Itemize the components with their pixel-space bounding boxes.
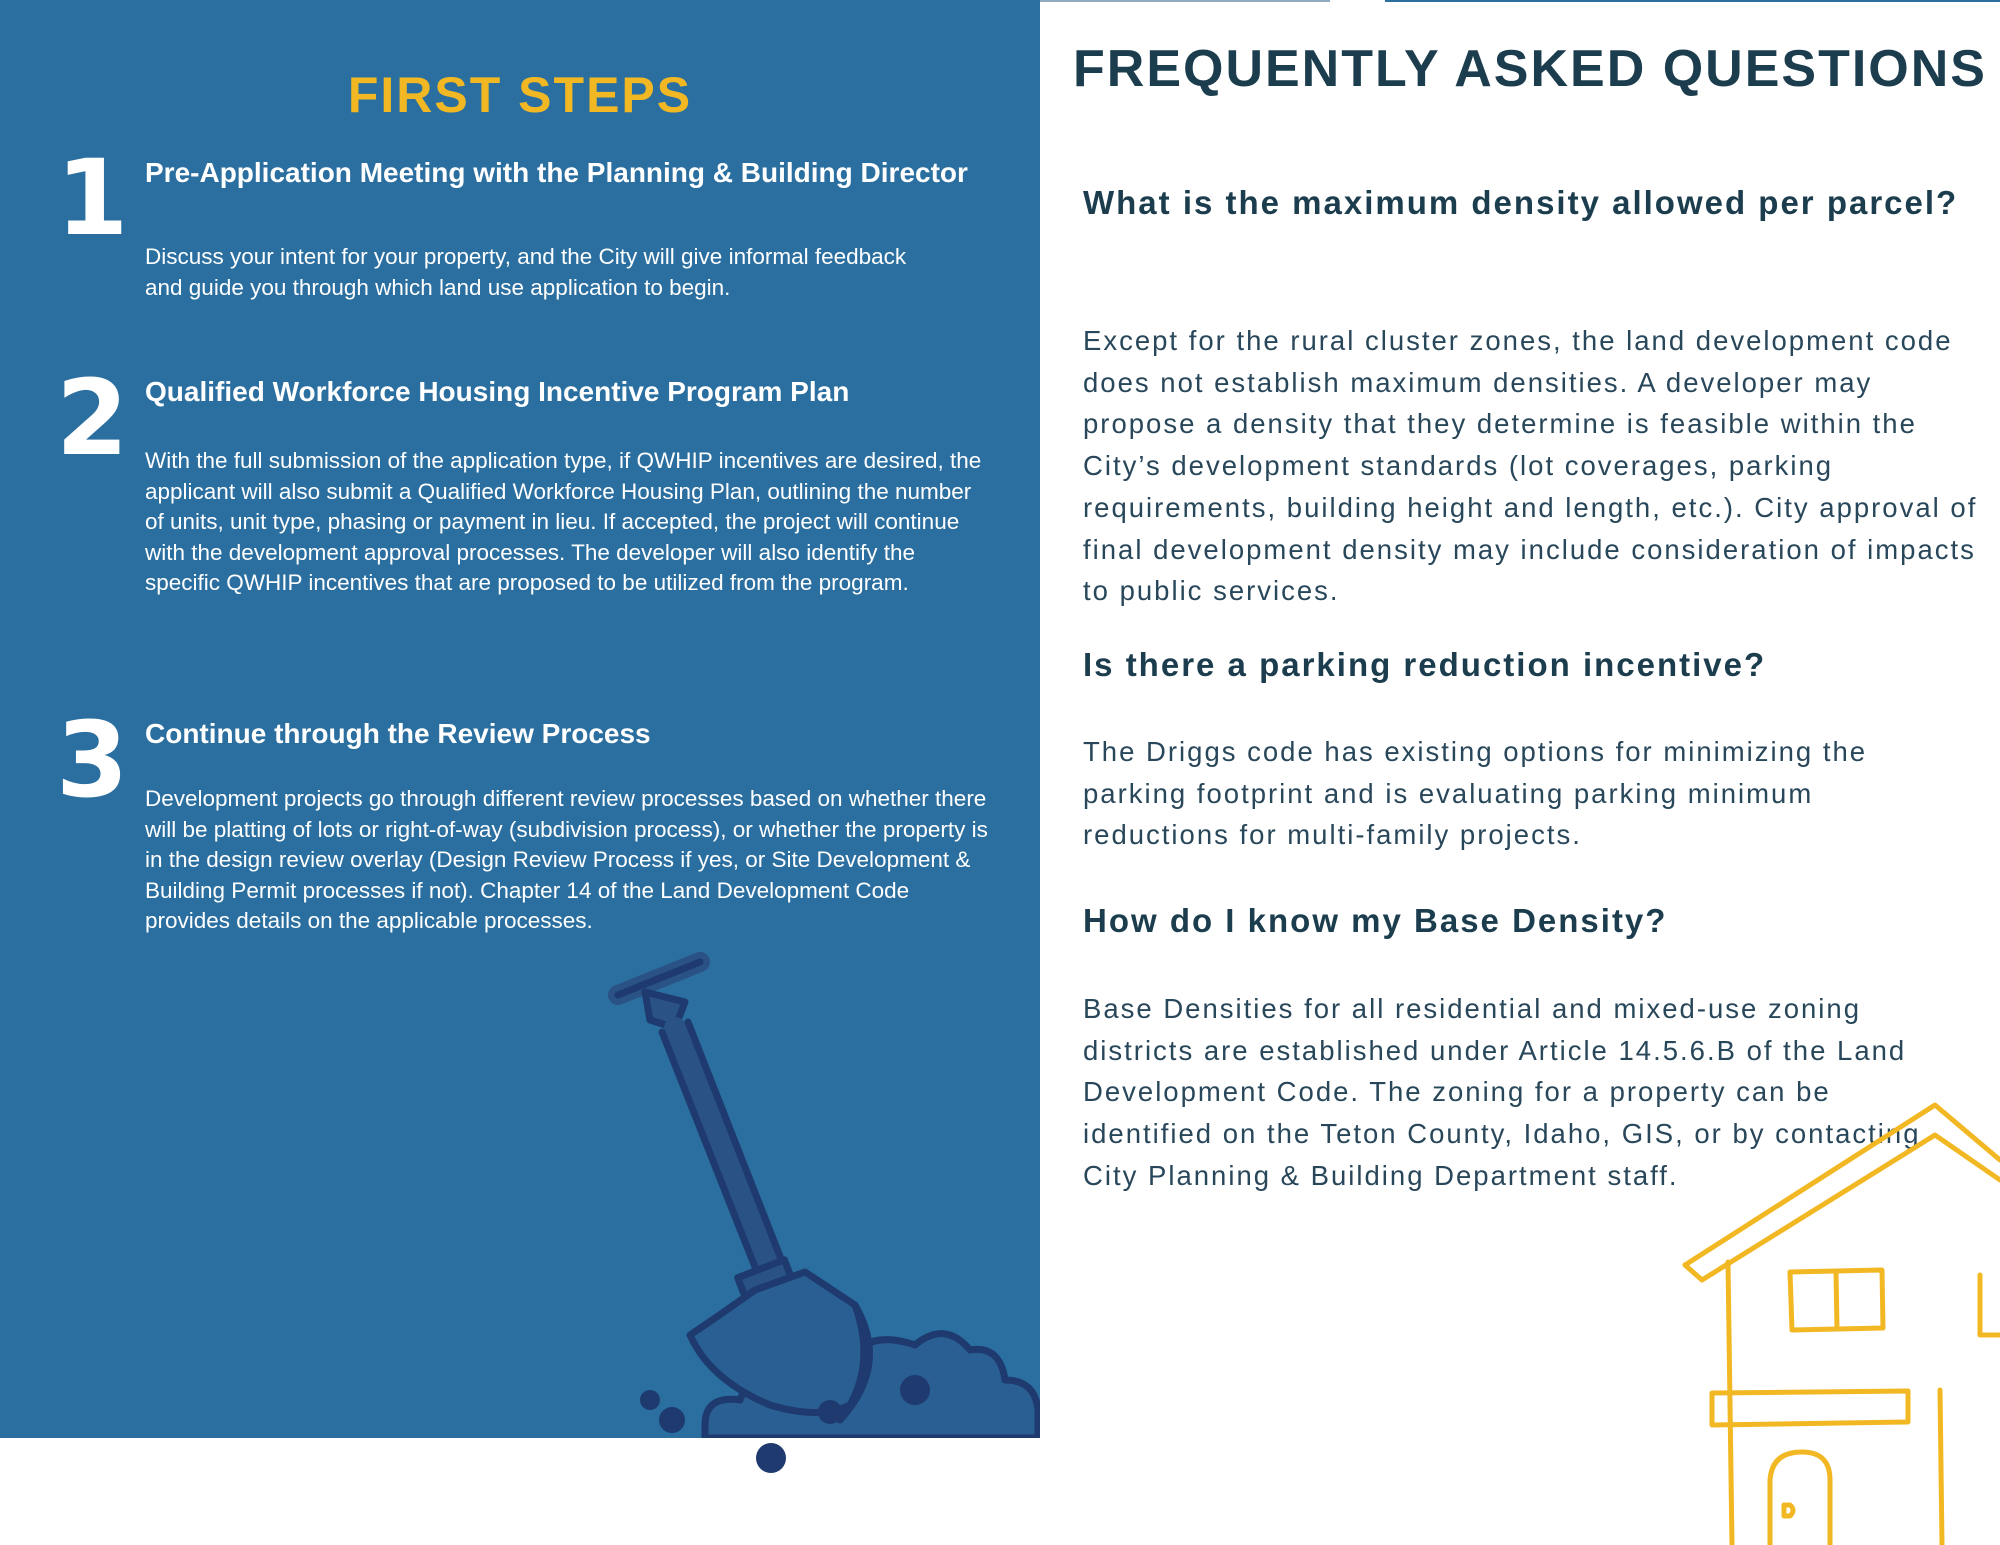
step-number: 3 bbox=[56, 699, 129, 821]
faq-question: What is the maximum density allowed per parcel? bbox=[1083, 184, 1959, 221]
page-marker-dot bbox=[755, 1442, 787, 1474]
step-body: Development projects go through different review processes based on whether there will be platting of lots or right-of-way (subdivision process), or whether the property is in the design review overlay (Design Review Process if yes, or Site Development & Building Permit processes if not). Chapter 14 of the Land Development Code provides details on the applicable processes. bbox=[145, 786, 988, 933]
top-rule bbox=[1385, 0, 2000, 2]
step-body: Discuss your intent for your property, and the City will give informal feedback and guide you through which land use application to begin. bbox=[145, 244, 907, 300]
faq-answer: The Driggs code has existing options for minimizing the parking footprint and is evaluating parking minimum reductions for multi-family projects. bbox=[1083, 736, 1868, 851]
first-steps-title: FIRST STEPS bbox=[347, 67, 693, 123]
faq-question: Is there a parking reduction incentive? bbox=[1083, 646, 1767, 683]
first-steps-panel bbox=[0, 0, 1040, 1438]
faq-answer: Base Densities for all residential and mixed-use zoning districts are established under Article 14.5.6.B of the Land Development Code. The zoning for a property can be identified on the Teton County, Idaho, GIS, or by contacting City Planning & Building Department staff. bbox=[1083, 993, 1921, 1191]
step-heading: Continue through the Review Process bbox=[145, 718, 651, 749]
faq-answer: Except for the rural cluster zones, the land development code does not establish maximum densities. A developer may propose a density that they determine is feasible within the City’s development standards (lot coverages, parking requirements, building height and length, etc.). City approval of final development density may include consideration of impacts to public services. bbox=[1083, 325, 1978, 607]
step-heading: Qualified Workforce Housing Incentive Program Plan bbox=[145, 376, 850, 407]
hand-drawn-house-icon bbox=[1680, 1100, 2000, 1545]
step-body: With the full submission of the application type, if QWHIP incentives are desired, the applicant will also submit a Qualified Workforce Housing Plan, outlining the number of units, unit type, phasing or payment in lieu. If accepted, the project will continue with the development approval processes. The developer will also identify the specific QWHIP incentives that are proposed to be utilized from the program. bbox=[145, 448, 982, 595]
faq-question: How do I know my Base Density? bbox=[1083, 902, 1668, 939]
step-number: 2 bbox=[56, 357, 129, 479]
step-number: 1 bbox=[56, 137, 129, 259]
top-rule bbox=[1040, 0, 1330, 2]
step-heading: Pre-Application Meeting with the Planning & Building Director bbox=[145, 157, 968, 188]
shovel-in-dirt-icon bbox=[600, 950, 1040, 1438]
faq-title: FREQUENTLY ASKED QUESTIONS bbox=[1073, 40, 1987, 98]
